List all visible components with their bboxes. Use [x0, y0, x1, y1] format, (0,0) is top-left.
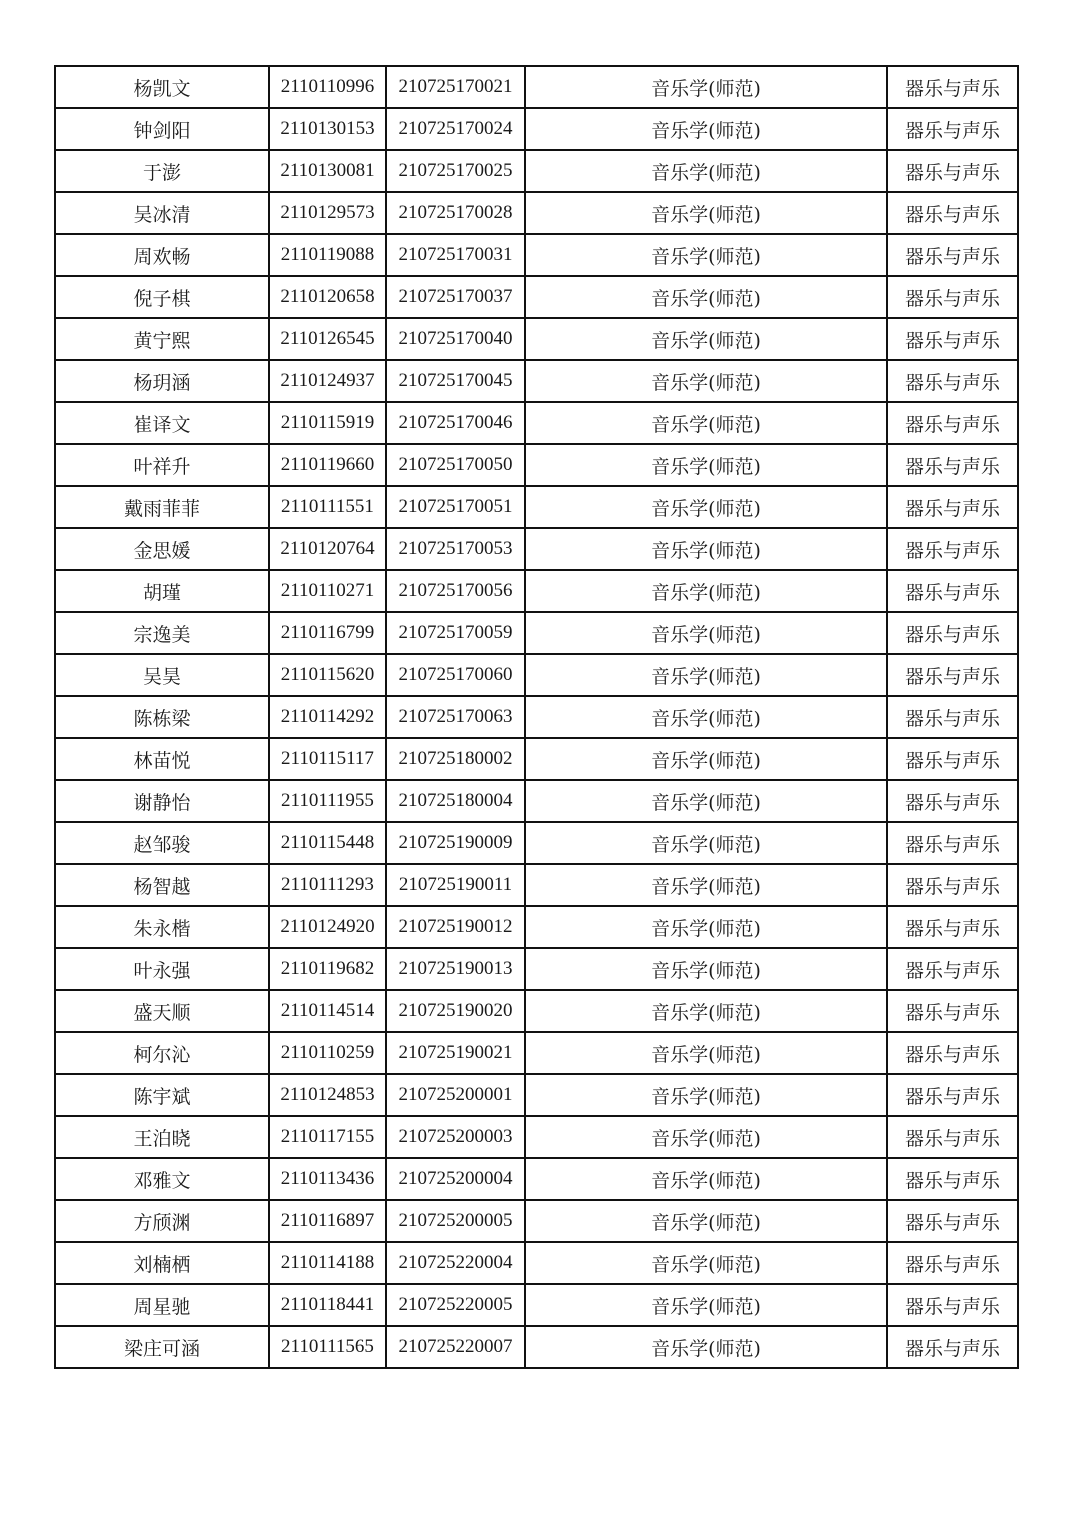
major-cell: 音乐学(师范) — [525, 360, 887, 402]
major-cell: 音乐学(师范) — [525, 822, 887, 864]
student-name-cell: 邓雅文 — [55, 1158, 269, 1200]
table-row — [55, 528, 1018, 570]
direction-cell: 器乐与声乐 — [887, 318, 1018, 360]
table-row — [55, 1116, 1018, 1158]
exam-number-cell: 210725180002 — [386, 738, 525, 780]
table-row — [55, 486, 1018, 528]
direction-cell: 器乐与声乐 — [887, 822, 1018, 864]
table-row — [55, 1074, 1018, 1116]
table-row — [55, 906, 1018, 948]
student-name-cell: 林苗悦 — [55, 738, 269, 780]
student-name-cell: 吴冰清 — [55, 192, 269, 234]
table-row — [55, 444, 1018, 486]
table-row — [55, 402, 1018, 444]
candidate-number-cell: 2110124937 — [269, 360, 386, 402]
direction-cell: 器乐与声乐 — [887, 66, 1018, 108]
table-row — [55, 612, 1018, 654]
candidate-number-cell: 2110115117 — [269, 738, 386, 780]
roster-body — [55, 66, 1018, 1368]
major-cell: 音乐学(师范) — [525, 1032, 887, 1074]
direction-cell: 器乐与声乐 — [887, 276, 1018, 318]
exam-number-cell: 210725170051 — [386, 486, 525, 528]
exam-number-cell: 210725190012 — [386, 906, 525, 948]
major-cell: 音乐学(师范) — [525, 696, 887, 738]
direction-cell: 器乐与声乐 — [887, 906, 1018, 948]
exam-number-cell: 210725170046 — [386, 402, 525, 444]
major-cell: 音乐学(师范) — [525, 1074, 887, 1116]
exam-number-cell: 210725190021 — [386, 1032, 525, 1074]
student-name-cell: 刘楠栖 — [55, 1242, 269, 1284]
table-row — [55, 150, 1018, 192]
candidate-number-cell: 2110120764 — [269, 528, 386, 570]
exam-number-cell: 210725170021 — [386, 66, 525, 108]
exam-number-cell: 210725170059 — [386, 612, 525, 654]
student-name-cell: 陈宇斌 — [55, 1074, 269, 1116]
major-cell: 音乐学(师范) — [525, 108, 887, 150]
direction-cell: 器乐与声乐 — [887, 360, 1018, 402]
student-name-cell: 周欢畅 — [55, 234, 269, 276]
major-cell: 音乐学(师范) — [525, 528, 887, 570]
major-cell: 音乐学(师范) — [525, 948, 887, 990]
major-cell: 音乐学(师范) — [525, 864, 887, 906]
student-name-cell: 朱永楷 — [55, 906, 269, 948]
table-row — [55, 360, 1018, 402]
table-row — [55, 696, 1018, 738]
direction-cell: 器乐与声乐 — [887, 1284, 1018, 1326]
student-name-cell: 叶祥升 — [55, 444, 269, 486]
exam-number-cell: 210725170063 — [386, 696, 525, 738]
major-cell: 音乐学(师范) — [525, 1242, 887, 1284]
exam-number-cell: 210725170056 — [386, 570, 525, 612]
student-name-cell: 杨玥涵 — [55, 360, 269, 402]
candidate-number-cell: 2110115919 — [269, 402, 386, 444]
major-cell: 音乐学(师范) — [525, 150, 887, 192]
exam-number-cell: 210725200001 — [386, 1074, 525, 1116]
major-cell: 音乐学(师范) — [525, 738, 887, 780]
table-row — [55, 276, 1018, 318]
direction-cell: 器乐与声乐 — [887, 402, 1018, 444]
table-row — [55, 318, 1018, 360]
table-row — [55, 192, 1018, 234]
candidate-number-cell: 2110129573 — [269, 192, 386, 234]
student-name-cell: 黄宁熙 — [55, 318, 269, 360]
direction-cell: 器乐与声乐 — [887, 1116, 1018, 1158]
exam-number-cell: 210725220005 — [386, 1284, 525, 1326]
student-name-cell: 杨凯文 — [55, 66, 269, 108]
major-cell: 音乐学(师范) — [525, 1158, 887, 1200]
direction-cell: 器乐与声乐 — [887, 990, 1018, 1032]
student-name-cell: 谢静怡 — [55, 780, 269, 822]
table-row — [55, 1200, 1018, 1242]
student-name-cell: 杨智越 — [55, 864, 269, 906]
exam-number-cell: 210725170037 — [386, 276, 525, 318]
student-name-cell: 金思媛 — [55, 528, 269, 570]
table-row — [55, 948, 1018, 990]
candidate-number-cell: 2110113436 — [269, 1158, 386, 1200]
table-row — [55, 234, 1018, 276]
major-cell: 音乐学(师范) — [525, 444, 887, 486]
major-cell: 音乐学(师范) — [525, 570, 887, 612]
major-cell: 音乐学(师范) — [525, 1326, 887, 1368]
candidate-number-cell: 2110118441 — [269, 1284, 386, 1326]
candidate-number-cell: 2110124853 — [269, 1074, 386, 1116]
exam-number-cell: 210725220004 — [386, 1242, 525, 1284]
table-row — [55, 864, 1018, 906]
direction-cell: 器乐与声乐 — [887, 486, 1018, 528]
major-cell: 音乐学(师范) — [525, 1200, 887, 1242]
major-cell: 音乐学(师范) — [525, 654, 887, 696]
student-name-cell: 倪子棋 — [55, 276, 269, 318]
major-cell: 音乐学(师范) — [525, 402, 887, 444]
major-cell: 音乐学(师范) — [525, 234, 887, 276]
direction-cell: 器乐与声乐 — [887, 234, 1018, 276]
student-name-cell: 王泊晓 — [55, 1116, 269, 1158]
direction-cell: 器乐与声乐 — [887, 738, 1018, 780]
major-cell: 音乐学(师范) — [525, 66, 887, 108]
exam-number-cell: 210725170045 — [386, 360, 525, 402]
candidate-number-cell: 2110120658 — [269, 276, 386, 318]
candidate-number-cell: 2110130081 — [269, 150, 386, 192]
student-roster-table — [54, 65, 1019, 1369]
major-cell: 音乐学(师范) — [525, 276, 887, 318]
candidate-number-cell: 2110111565 — [269, 1326, 386, 1368]
direction-cell: 器乐与声乐 — [887, 1242, 1018, 1284]
table-row — [55, 570, 1018, 612]
major-cell: 音乐学(师范) — [525, 318, 887, 360]
direction-cell: 器乐与声乐 — [887, 570, 1018, 612]
direction-cell: 器乐与声乐 — [887, 150, 1018, 192]
table-row — [55, 66, 1018, 108]
direction-cell: 器乐与声乐 — [887, 1074, 1018, 1116]
exam-number-cell: 210725170031 — [386, 234, 525, 276]
exam-number-cell: 210725190011 — [386, 864, 525, 906]
candidate-number-cell: 2110115620 — [269, 654, 386, 696]
exam-number-cell: 210725200003 — [386, 1116, 525, 1158]
candidate-number-cell: 2110126545 — [269, 318, 386, 360]
direction-cell: 器乐与声乐 — [887, 612, 1018, 654]
candidate-number-cell: 2110117155 — [269, 1116, 386, 1158]
student-name-cell: 叶永强 — [55, 948, 269, 990]
exam-number-cell: 210725170028 — [386, 192, 525, 234]
exam-number-cell: 210725170060 — [386, 654, 525, 696]
direction-cell: 器乐与声乐 — [887, 1032, 1018, 1074]
student-name-cell: 梁庄可涵 — [55, 1326, 269, 1368]
major-cell: 音乐学(师范) — [525, 486, 887, 528]
direction-cell: 器乐与声乐 — [887, 444, 1018, 486]
table-row — [55, 1032, 1018, 1074]
table-row — [55, 738, 1018, 780]
direction-cell: 器乐与声乐 — [887, 1158, 1018, 1200]
student-name-cell: 周星驰 — [55, 1284, 269, 1326]
candidate-number-cell: 2110110271 — [269, 570, 386, 612]
student-name-cell: 胡瑾 — [55, 570, 269, 612]
direction-cell: 器乐与声乐 — [887, 192, 1018, 234]
major-cell: 音乐学(师范) — [525, 1116, 887, 1158]
table-row — [55, 1242, 1018, 1284]
exam-number-cell: 210725190013 — [386, 948, 525, 990]
direction-cell: 器乐与声乐 — [887, 1326, 1018, 1368]
student-name-cell: 赵邹骏 — [55, 822, 269, 864]
exam-number-cell: 210725170024 — [386, 108, 525, 150]
major-cell: 音乐学(师范) — [525, 612, 887, 654]
student-name-cell: 柯尔沁 — [55, 1032, 269, 1074]
table-row — [55, 108, 1018, 150]
exam-number-cell: 210725220007 — [386, 1326, 525, 1368]
candidate-number-cell: 2110119682 — [269, 948, 386, 990]
candidate-number-cell: 2110110996 — [269, 66, 386, 108]
direction-cell: 器乐与声乐 — [887, 864, 1018, 906]
major-cell: 音乐学(师范) — [525, 906, 887, 948]
table-row — [55, 654, 1018, 696]
table-row — [55, 990, 1018, 1032]
table-row — [55, 780, 1018, 822]
candidate-number-cell: 2110115448 — [269, 822, 386, 864]
major-cell: 音乐学(师范) — [525, 990, 887, 1032]
student-name-cell: 宗逸美 — [55, 612, 269, 654]
table-row — [55, 1284, 1018, 1326]
exam-number-cell: 210725180004 — [386, 780, 525, 822]
direction-cell: 器乐与声乐 — [887, 108, 1018, 150]
student-name-cell: 戴雨菲菲 — [55, 486, 269, 528]
major-cell: 音乐学(师范) — [525, 1284, 887, 1326]
candidate-number-cell: 2110114514 — [269, 990, 386, 1032]
exam-number-cell: 210725190020 — [386, 990, 525, 1032]
major-cell: 音乐学(师范) — [525, 192, 887, 234]
candidate-number-cell: 2110116799 — [269, 612, 386, 654]
exam-number-cell: 210725170040 — [386, 318, 525, 360]
direction-cell: 器乐与声乐 — [887, 948, 1018, 990]
candidate-number-cell: 2110111551 — [269, 486, 386, 528]
table-row — [55, 1158, 1018, 1200]
table-row — [55, 822, 1018, 864]
candidate-number-cell: 2110130153 — [269, 108, 386, 150]
candidate-number-cell: 2110114188 — [269, 1242, 386, 1284]
student-name-cell: 方颀渊 — [55, 1200, 269, 1242]
candidate-number-cell: 2110114292 — [269, 696, 386, 738]
candidate-number-cell: 2110119088 — [269, 234, 386, 276]
candidate-number-cell: 2110110259 — [269, 1032, 386, 1074]
candidate-number-cell: 2110111293 — [269, 864, 386, 906]
student-name-cell: 于澎 — [55, 150, 269, 192]
direction-cell: 器乐与声乐 — [887, 780, 1018, 822]
candidate-number-cell: 2110119660 — [269, 444, 386, 486]
exam-number-cell: 210725200005 — [386, 1200, 525, 1242]
direction-cell: 器乐与声乐 — [887, 528, 1018, 570]
student-name-cell: 陈栋梁 — [55, 696, 269, 738]
candidate-number-cell: 2110124920 — [269, 906, 386, 948]
direction-cell: 器乐与声乐 — [887, 654, 1018, 696]
candidate-number-cell: 2110111955 — [269, 780, 386, 822]
direction-cell: 器乐与声乐 — [887, 696, 1018, 738]
student-name-cell: 钟剑阳 — [55, 108, 269, 150]
student-name-cell: 盛天顺 — [55, 990, 269, 1032]
exam-number-cell: 210725170025 — [386, 150, 525, 192]
major-cell: 音乐学(师范) — [525, 780, 887, 822]
student-name-cell: 吴昊 — [55, 654, 269, 696]
exam-number-cell: 210725190009 — [386, 822, 525, 864]
exam-number-cell: 210725170050 — [386, 444, 525, 486]
direction-cell: 器乐与声乐 — [887, 1200, 1018, 1242]
candidate-number-cell: 2110116897 — [269, 1200, 386, 1242]
exam-number-cell: 210725200004 — [386, 1158, 525, 1200]
table-row — [55, 1326, 1018, 1368]
student-name-cell: 崔译文 — [55, 402, 269, 444]
exam-number-cell: 210725170053 — [386, 528, 525, 570]
